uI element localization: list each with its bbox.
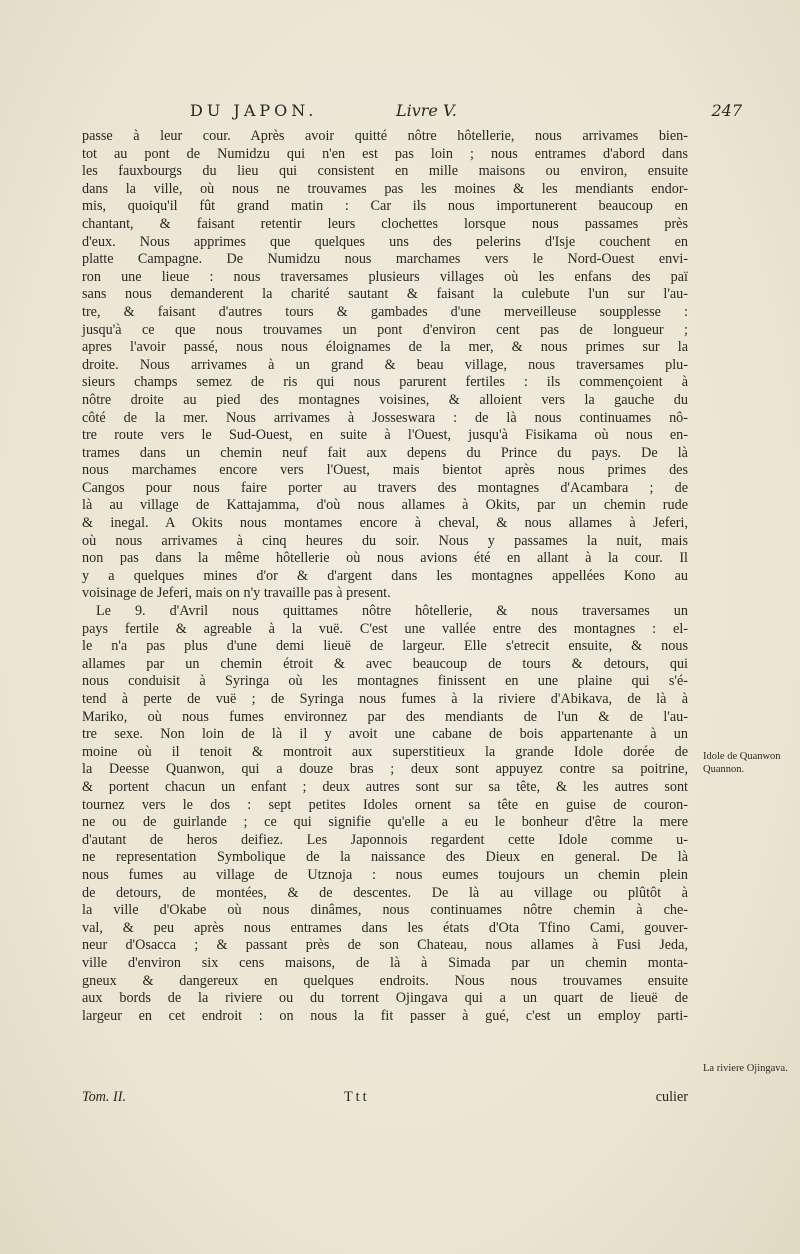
text-line: sieurs champs semez de ris qui nous parurent fertiles : ils commençoient à: [82, 374, 688, 391]
text-line: mis, quoiqu'il fût grand matin : Car ils nous importunerent beaucoup en: [82, 198, 688, 215]
text-line: aux bords de la riviere ou du torrent Ojingava qui a un quart de lieuë de: [82, 990, 688, 1007]
text-line: tournez vers le dos : sept petites Idoles ornent sa tête en guise de couron-: [82, 796, 688, 813]
text-line: Mariko, où nous fumes environnez par des mendiants de l'un & de l'au-: [82, 708, 688, 725]
text-line: y a quelques mines d'or & d'argent dans les montagnes appellées Kono au: [82, 567, 688, 584]
text-line: nous conduisit à Syringa où les montagnes finissent en une plaine qui s'é-: [82, 673, 688, 690]
margin-note-idole: Idole de Quanwon Quannon.: [703, 751, 781, 775]
text-line: Le 9. d'Avril nous quittames nôtre hôtellerie, & nous traversames un: [96, 603, 688, 620]
text-line: où nous arrivames à cinq heures du soir. Nous y passames la nuit, mais: [82, 532, 688, 549]
margin-note-riviere: La riviere Ojingava.: [703, 1063, 788, 1074]
text-line: la Deesse Quanwon, qui a douze bras ; deux sont appuyez contre sa poitrine,: [82, 761, 688, 778]
text-line: trames dans un chemin neuf fait aux depens du Prince du pays. De là: [82, 444, 688, 461]
body-text: [82, 128, 688, 1025]
text-line: tot au pont de Numidzu qui n'en est pas loin ; nous entrames d'abord dans: [82, 145, 688, 162]
text-line: la ville d'Okabe où nous dinâmes, nous continuames nôtre chemin à che-: [82, 902, 688, 919]
text-line: gneux & dangereux en quelques endroits. Nous nous trouvames ensuite: [82, 972, 688, 989]
text-line: tend à perte de vuë ; de Syringa nous fumes à la riviere d'Abikava, de là à: [82, 691, 688, 707]
text-line: passe à leur cour. Après avoir quitté nôtre hôtellerie, nous arrivames bien-: [82, 128, 688, 144]
book-number: Livre V.: [396, 101, 457, 120]
text-line: ron une lieue : nous traversames plusieurs villages où les enfans des paï: [82, 268, 688, 285]
running-title: DU JAPON.: [190, 101, 318, 120]
text-line: chantant, & faisant retentir leurs clochettes lorsque nous passames près: [82, 215, 688, 232]
text-line: largeur en cet endroit : on nous la fit passer à gué, c'est un employ parti-: [82, 1007, 688, 1024]
text-line: ne ou de guirlande ; ce qui signifie qu'elle a eu le bonheur d'être la mere: [82, 814, 688, 831]
text-line: tre sexe. Non loin de là il y avoit une cabane de bois appartenante à un: [82, 726, 688, 743]
text-line: dans la ville, où nous ne trouvames pas les moines & les mendiants endor-: [82, 180, 688, 197]
text-line: jusqu'à ce que nous trouvames un pont d'environ cent pas de longueur ;: [82, 321, 688, 338]
text-line: côté de la mer. Nous arrivames à Josseswara : de là nous continuames nô-: [82, 409, 688, 426]
text-line: sans nous demanderent la charité sautant & faisant la culebute l'un sur l'au-: [82, 286, 688, 303]
text-line: là au village de Kattajamma, d'où nous allames à Okits, par un chemin rude: [82, 497, 688, 514]
text-line: droite. Nous arrivames à un grand & beau village, nous traversames plu-: [82, 356, 688, 373]
text-line: nous marchames encore vers l'Ouest, mais bientot après nous primes des: [82, 462, 688, 479]
text-line: de detours, de montées, & de descentes. De là au village ou plûtôt à: [82, 884, 688, 901]
text-line: voisinage de Jeferi, mais on n'y travaille pas à present.: [82, 585, 391, 602]
text-line: d'autant de heros deifiez. Les Japonnois regardent cette Idole comme u-: [82, 831, 688, 848]
text-line: neur d'Osacca ; & passant près de son Chateau, nous allames à Fusi Jeda,: [82, 937, 688, 954]
text-line: apres l'avoir passé, nous nous éloignames de la mer, & nous primes sur la: [82, 339, 688, 356]
text-line: d'eux. Nous apprimes que quelques uns des pelerins d'Isje couchent en: [82, 233, 688, 250]
text-line: nôtre droite au pied des montagnes voisines, & alloient vers la gauche du: [82, 391, 688, 408]
text-line: nous fumes au village de Utznoja : nous eumes toujours un chemin plein: [82, 866, 688, 883]
text-line: val, & peu après nous entrames dans les états d'Ota Tfino Cami, gouver-: [82, 919, 688, 936]
text-line: & inegal. A Okits nous montames encore à cheval, & nous allames à Jeferi,: [82, 515, 688, 532]
signature-mark: Ttt: [344, 1089, 370, 1105]
text-line: le n'a pas plus d'une demi lieuë de largeur. Elle s'etrecit ensuite, & nous: [82, 638, 688, 655]
running-head: [190, 101, 750, 125]
text-line: moine où il tenoit & montroit aux superstitieux la grande Idole dorée de: [82, 743, 688, 760]
text-line: Cangos pour nous faire porter au travers des montagnes d'Acambara ; de: [82, 479, 688, 496]
text-line: non pas dans la même hôtellerie où nous avions été en allant à la cour. Il: [82, 550, 688, 567]
tome-number: Tom. II.: [82, 1089, 127, 1105]
text-line: tre route vers le Sud-Ouest, en suite à l'Ouest, jusqu'à Fisikama où nous en-: [82, 427, 688, 444]
text-line: allames par un chemin étroit & avec beaucoup de tours & detours, qui: [82, 655, 688, 672]
text-line: ville d'environ six cens maisons, de là à Simada par un chemin monta-: [82, 954, 688, 971]
text-line: pays fertile & agreable à la vuë. C'est une vallée entre des montagnes : el-: [82, 620, 688, 637]
page-number: 247: [711, 101, 742, 120]
page-footer: [82, 1089, 688, 1109]
text-line: ne representation Symbolique de la naissance des Dieux en general. De là: [82, 849, 688, 866]
text-line: & portent chacun un enfant ; deux autres sont sur sa tête, & les autres sont: [82, 778, 688, 795]
text-line: tre, & faisant d'autres tours & gambades d'une merveilleuse soupplesse :: [82, 303, 688, 320]
text-line: platte Campagne. De Numidzu nous marchames vers le Nord-Ouest envi-: [82, 251, 688, 268]
text-line: les fauxbourgs du lieu qui consistent en mille maisons ou environ, ensuite: [82, 163, 688, 180]
catchword: culier: [655, 1089, 688, 1105]
